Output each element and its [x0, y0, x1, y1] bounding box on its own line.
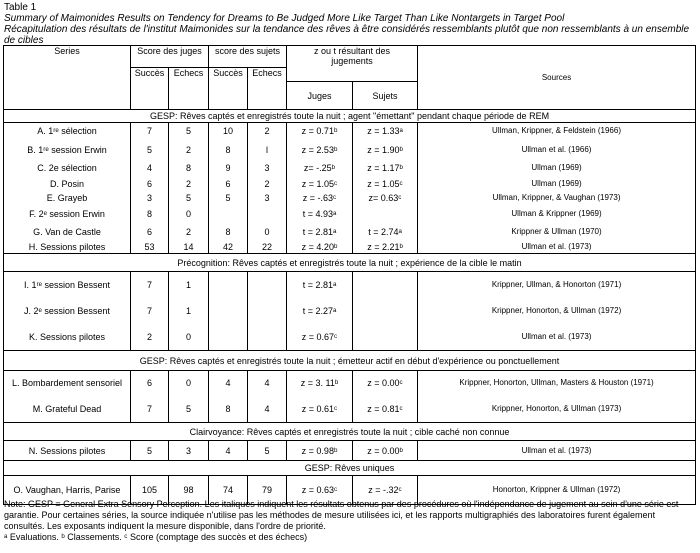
cell-succes-judges: 2: [131, 325, 169, 351]
header-sources: Sources: [418, 46, 696, 110]
cell-source: Ullman & Krippner (1969): [418, 205, 696, 224]
cell-series: A. 1ʳᵉ sélection: [4, 123, 131, 140]
cell-z-judges: z = 0.71ᵇ: [287, 123, 353, 140]
header-succes-judges: Succès: [131, 68, 169, 110]
cell-series: G. Van de Castle: [4, 224, 131, 241]
header-z-result: z ou t résultant des jugements: [287, 46, 418, 82]
note-line-4: ᵃ Evaluations. ᵇ Classements. ᶜ Score (comptage des succès et des échecs): [4, 532, 308, 542]
table-row: [4, 123, 696, 140]
section-heading-row: [4, 351, 696, 371]
cell-echecs-subjects: 22: [248, 241, 287, 254]
cell-succes-judges: 7: [131, 298, 169, 325]
cell-series: M. Grateful Dead: [4, 396, 131, 423]
header-succes-subjects: Succès: [209, 68, 248, 110]
cell-echecs-subjects: [248, 205, 287, 224]
cell-echecs-subjects: 2: [248, 177, 287, 191]
cell-succes-subjects: 8: [209, 396, 248, 423]
cell-echecs-judges: 3: [169, 441, 209, 461]
cell-z-subjects: z = 0.00ᶜ: [353, 371, 418, 396]
header-series: Series: [4, 46, 131, 82]
cell-echecs-judges: 0: [169, 205, 209, 224]
table-row: [4, 272, 696, 298]
cell-z-subjects: z= 0.63ᶜ: [353, 191, 418, 205]
cell-succes-judges: 8: [131, 205, 169, 224]
cell-source: Honorton, Krippner & Ullman (1972): [418, 476, 696, 505]
cell-echecs-judges: 2: [169, 177, 209, 191]
cell-z-subjects: z = 1.90ᵇ: [353, 140, 418, 160]
cell-succes-judges: 4: [131, 160, 169, 177]
cell-source: Ullman et al. (1973): [418, 441, 696, 461]
section-heading-row: [4, 254, 696, 272]
section-heading: GESP: Rêves captés et enregistrés toute la nuit ; agent "émettant" pendant chaque période de REM: [4, 110, 696, 123]
cell-z-judges: z = -.63ᶜ: [287, 191, 353, 205]
cell-z-judges: t = 4.93ᵃ: [287, 205, 353, 224]
cell-source: Ullman et al. (1966): [418, 140, 696, 160]
cell-succes-subjects: 4: [209, 441, 248, 461]
cell-echecs-judges: 98: [169, 476, 209, 505]
cell-echecs-judges: 5: [169, 191, 209, 205]
cell-echecs-judges: 2: [169, 140, 209, 160]
cell-echecs-judges: 5: [169, 123, 209, 140]
cell-z-judges: z = 2.53ᵇ: [287, 140, 353, 160]
cell-echecs-judges: 14: [169, 241, 209, 254]
header-judges-score: Score des juges: [131, 46, 209, 68]
table-row: [4, 177, 696, 191]
cell-succes-subjects: 8: [209, 140, 248, 160]
cell-echecs-subjects: l: [248, 140, 287, 160]
cell-succes-subjects: 74: [209, 476, 248, 505]
section-heading-row: [4, 423, 696, 441]
cell-series: E. Grayeb: [4, 191, 131, 205]
table-note: [4, 499, 694, 543]
cell-series: K. Sessions pilotes: [4, 325, 131, 351]
cell-z-subjects: z = 0.00ᵇ: [353, 441, 418, 461]
cell-echecs-subjects: 0: [248, 224, 287, 241]
cell-z-subjects: [353, 325, 418, 351]
cell-succes-subjects: [209, 205, 248, 224]
cell-z-judges: t = 2.27ᵃ: [287, 298, 353, 325]
cell-z-judges: t = 2.81ᵃ: [287, 224, 353, 241]
cell-source: Krippner, Honorton, Ullman, Masters & Houston (1971): [418, 371, 696, 396]
cell-source: Ullman (1969): [418, 177, 696, 191]
cell-z-judges: z= -.25ᵇ: [287, 160, 353, 177]
cell-source: Krippner, Ullman, & Honorton (1971): [418, 272, 696, 298]
cell-succes-judges: 5: [131, 441, 169, 461]
cell-succes-judges: 7: [131, 396, 169, 423]
header-subjects-score: score des sujets: [209, 46, 287, 68]
header-series-blank: [4, 82, 131, 110]
table-row: [4, 205, 696, 224]
table-row: [4, 160, 696, 177]
cell-succes-subjects: 8: [209, 224, 248, 241]
cell-source: Krippner & Ullman (1970): [418, 224, 696, 241]
header-echecs-judges: Echecs: [169, 68, 209, 110]
section-heading: Précognition: Rêves captés et enregistrés toute la nuit ; expérience de la cible le matin: [4, 254, 696, 272]
cell-echecs-subjects: 3: [248, 160, 287, 177]
section-heading: Clairvoyance: Rêves captés et enregistrés toute la nuit ; cible caché non connue: [4, 423, 696, 441]
cell-echecs-judges: 0: [169, 325, 209, 351]
cell-source: Krippner, Honorton, & Ullman (1972): [418, 298, 696, 325]
cell-source: Ullman, Krippner, & Vaughan (1973): [418, 191, 696, 205]
header-echecs-subjects: Echecs: [248, 68, 287, 110]
cell-z-judges: z = 0.63ᶜ: [287, 476, 353, 505]
cell-z-subjects: z = 1.17ᵇ: [353, 160, 418, 177]
header-sujets: Sujets: [353, 82, 418, 110]
cell-echecs-subjects: 4: [248, 396, 287, 423]
cell-z-judges: z = 4.20ᵇ: [287, 241, 353, 254]
cell-succes-judges: 53: [131, 241, 169, 254]
table-title-french: Récapitulation des résultats de l'institut Maimonides sur la tendance des rêves à être considérés ressemblants plutôt que non ressemblants à un ensemble de cibles: [4, 24, 690, 46]
results-table: [3, 45, 696, 505]
table-label: Table 1: [4, 2, 37, 13]
cell-echecs-subjects: 2: [248, 123, 287, 140]
cell-series: F. 2ᵉ session Erwin: [4, 205, 131, 224]
cell-echecs-judges: 2: [169, 224, 209, 241]
table-caption: [4, 2, 694, 46]
cell-z-judges: z = 1.05ᶜ: [287, 177, 353, 191]
cell-z-judges: z = 3. 11ᵇ: [287, 371, 353, 396]
note-line-2: garantie. Pour certaines séries, la source indiquée n'utilise pas les méthodes de mesure utilisées ici, et les rapports multigraphiés des laboratoires furent également: [4, 510, 656, 520]
cell-source: Ullman (1969): [418, 160, 696, 177]
cell-series: O. Vaughan, Harris, Parise: [4, 476, 131, 505]
cell-succes-judges: 7: [131, 123, 169, 140]
cell-succes-subjects: 5: [209, 191, 248, 205]
cell-z-subjects: z = 1.33ᵃ: [353, 123, 418, 140]
cell-succes-judges: 6: [131, 224, 169, 241]
cell-succes-judges: 6: [131, 177, 169, 191]
cell-succes-subjects: [209, 272, 248, 298]
cell-succes-subjects: 10: [209, 123, 248, 140]
table-title-english: Summary of Maimonides Results on Tendency for Dreams to Be Judged More Like Target Than Like Nontargets in Target Pool: [4, 13, 565, 24]
section-heading: GESP: Rêves captés et enregistrés toute la nuit ; émetteur actif en début d'expérience ou ponctuellement: [4, 351, 696, 371]
cell-series: I. 1ʳᵉ session Bessent: [4, 272, 131, 298]
cell-succes-judges: 5: [131, 140, 169, 160]
cell-series: B. 1ʳᵉ session Erwin: [4, 140, 131, 160]
cell-series: D. Posin: [4, 177, 131, 191]
table-row: [4, 325, 696, 351]
cell-series: C. 2e sélection: [4, 160, 131, 177]
cell-echecs-subjects: [248, 272, 287, 298]
section-heading: GESP: Rêves uniques: [4, 461, 696, 476]
cell-succes-subjects: 9: [209, 160, 248, 177]
cell-z-subjects: [353, 298, 418, 325]
cell-z-subjects: [353, 205, 418, 224]
cell-source: Ullman et al. (1973): [418, 325, 696, 351]
cell-z-judges: t = 2.81ᵃ: [287, 272, 353, 298]
cell-succes-judges: 7: [131, 272, 169, 298]
cell-succes-judges: 6: [131, 371, 169, 396]
table-row: [4, 241, 696, 254]
table-row: [4, 140, 696, 160]
cell-succes-subjects: [209, 325, 248, 351]
cell-echecs-subjects: 4: [248, 371, 287, 396]
cell-echecs-subjects: 5: [248, 441, 287, 461]
table-row: [4, 441, 696, 461]
cell-succes-subjects: [209, 298, 248, 325]
cell-echecs-judges: 1: [169, 298, 209, 325]
cell-source: Ullman et al. (1973): [418, 241, 696, 254]
cell-source: Krippner, Honorton, & Ullman (1973): [418, 396, 696, 423]
cell-succes-subjects: 6: [209, 177, 248, 191]
cell-echecs-subjects: 3: [248, 191, 287, 205]
cell-succes-subjects: 4: [209, 371, 248, 396]
section-heading-row: [4, 461, 696, 476]
cell-succes-judges: 3: [131, 191, 169, 205]
cell-echecs-subjects: [248, 298, 287, 325]
cell-source: Ullman, Krippner, & Feldstein (1966): [418, 123, 696, 140]
cell-echecs-judges: 5: [169, 396, 209, 423]
cell-z-judges: z = 0.61ᶜ: [287, 396, 353, 423]
cell-echecs-judges: 8: [169, 160, 209, 177]
cell-echecs-subjects: 79: [248, 476, 287, 505]
table-row: [4, 371, 696, 396]
table-row: [4, 396, 696, 423]
cell-z-subjects: z = 0.81ᶜ: [353, 396, 418, 423]
cell-series: J. 2ᵉ session Bessent: [4, 298, 131, 325]
cell-echecs-judges: 1: [169, 272, 209, 298]
cell-z-subjects: z = 2.21ᵇ: [353, 241, 418, 254]
cell-echecs-subjects: [248, 325, 287, 351]
cell-z-subjects: [353, 272, 418, 298]
cell-z-judges: z = 0.98ᵇ: [287, 441, 353, 461]
cell-echecs-judges: 0: [169, 371, 209, 396]
note-line-1: Note: GESP = General Extra Sensory Perception. Les italiques indiquent les résultats obtenus par des procédures où l'indépendance de jugement au sein d'une série est: [4, 499, 679, 509]
table-row: [4, 224, 696, 241]
cell-z-subjects: t = 2.74ᵃ: [353, 224, 418, 241]
cell-succes-subjects: 42: [209, 241, 248, 254]
cell-series: H. Sessions pilotes: [4, 241, 131, 254]
cell-z-subjects: z = -.32ᶜ: [353, 476, 418, 505]
header-juges: Juges: [287, 82, 353, 110]
cell-series: N. Sessions pilotes: [4, 441, 131, 461]
section-heading-row: [4, 110, 696, 123]
cell-z-judges: z = 0.67ᶜ: [287, 325, 353, 351]
cell-z-subjects: z = 1.05ᶜ: [353, 177, 418, 191]
table-row: [4, 191, 696, 205]
table-row: [4, 298, 696, 325]
cell-series: L. Bombardement sensoriel: [4, 371, 131, 396]
cell-succes-judges: 105: [131, 476, 169, 505]
note-line-3: consultés. Les exposants indiquent la mesure disponible, dans l'ordre de priorité.: [4, 521, 326, 531]
